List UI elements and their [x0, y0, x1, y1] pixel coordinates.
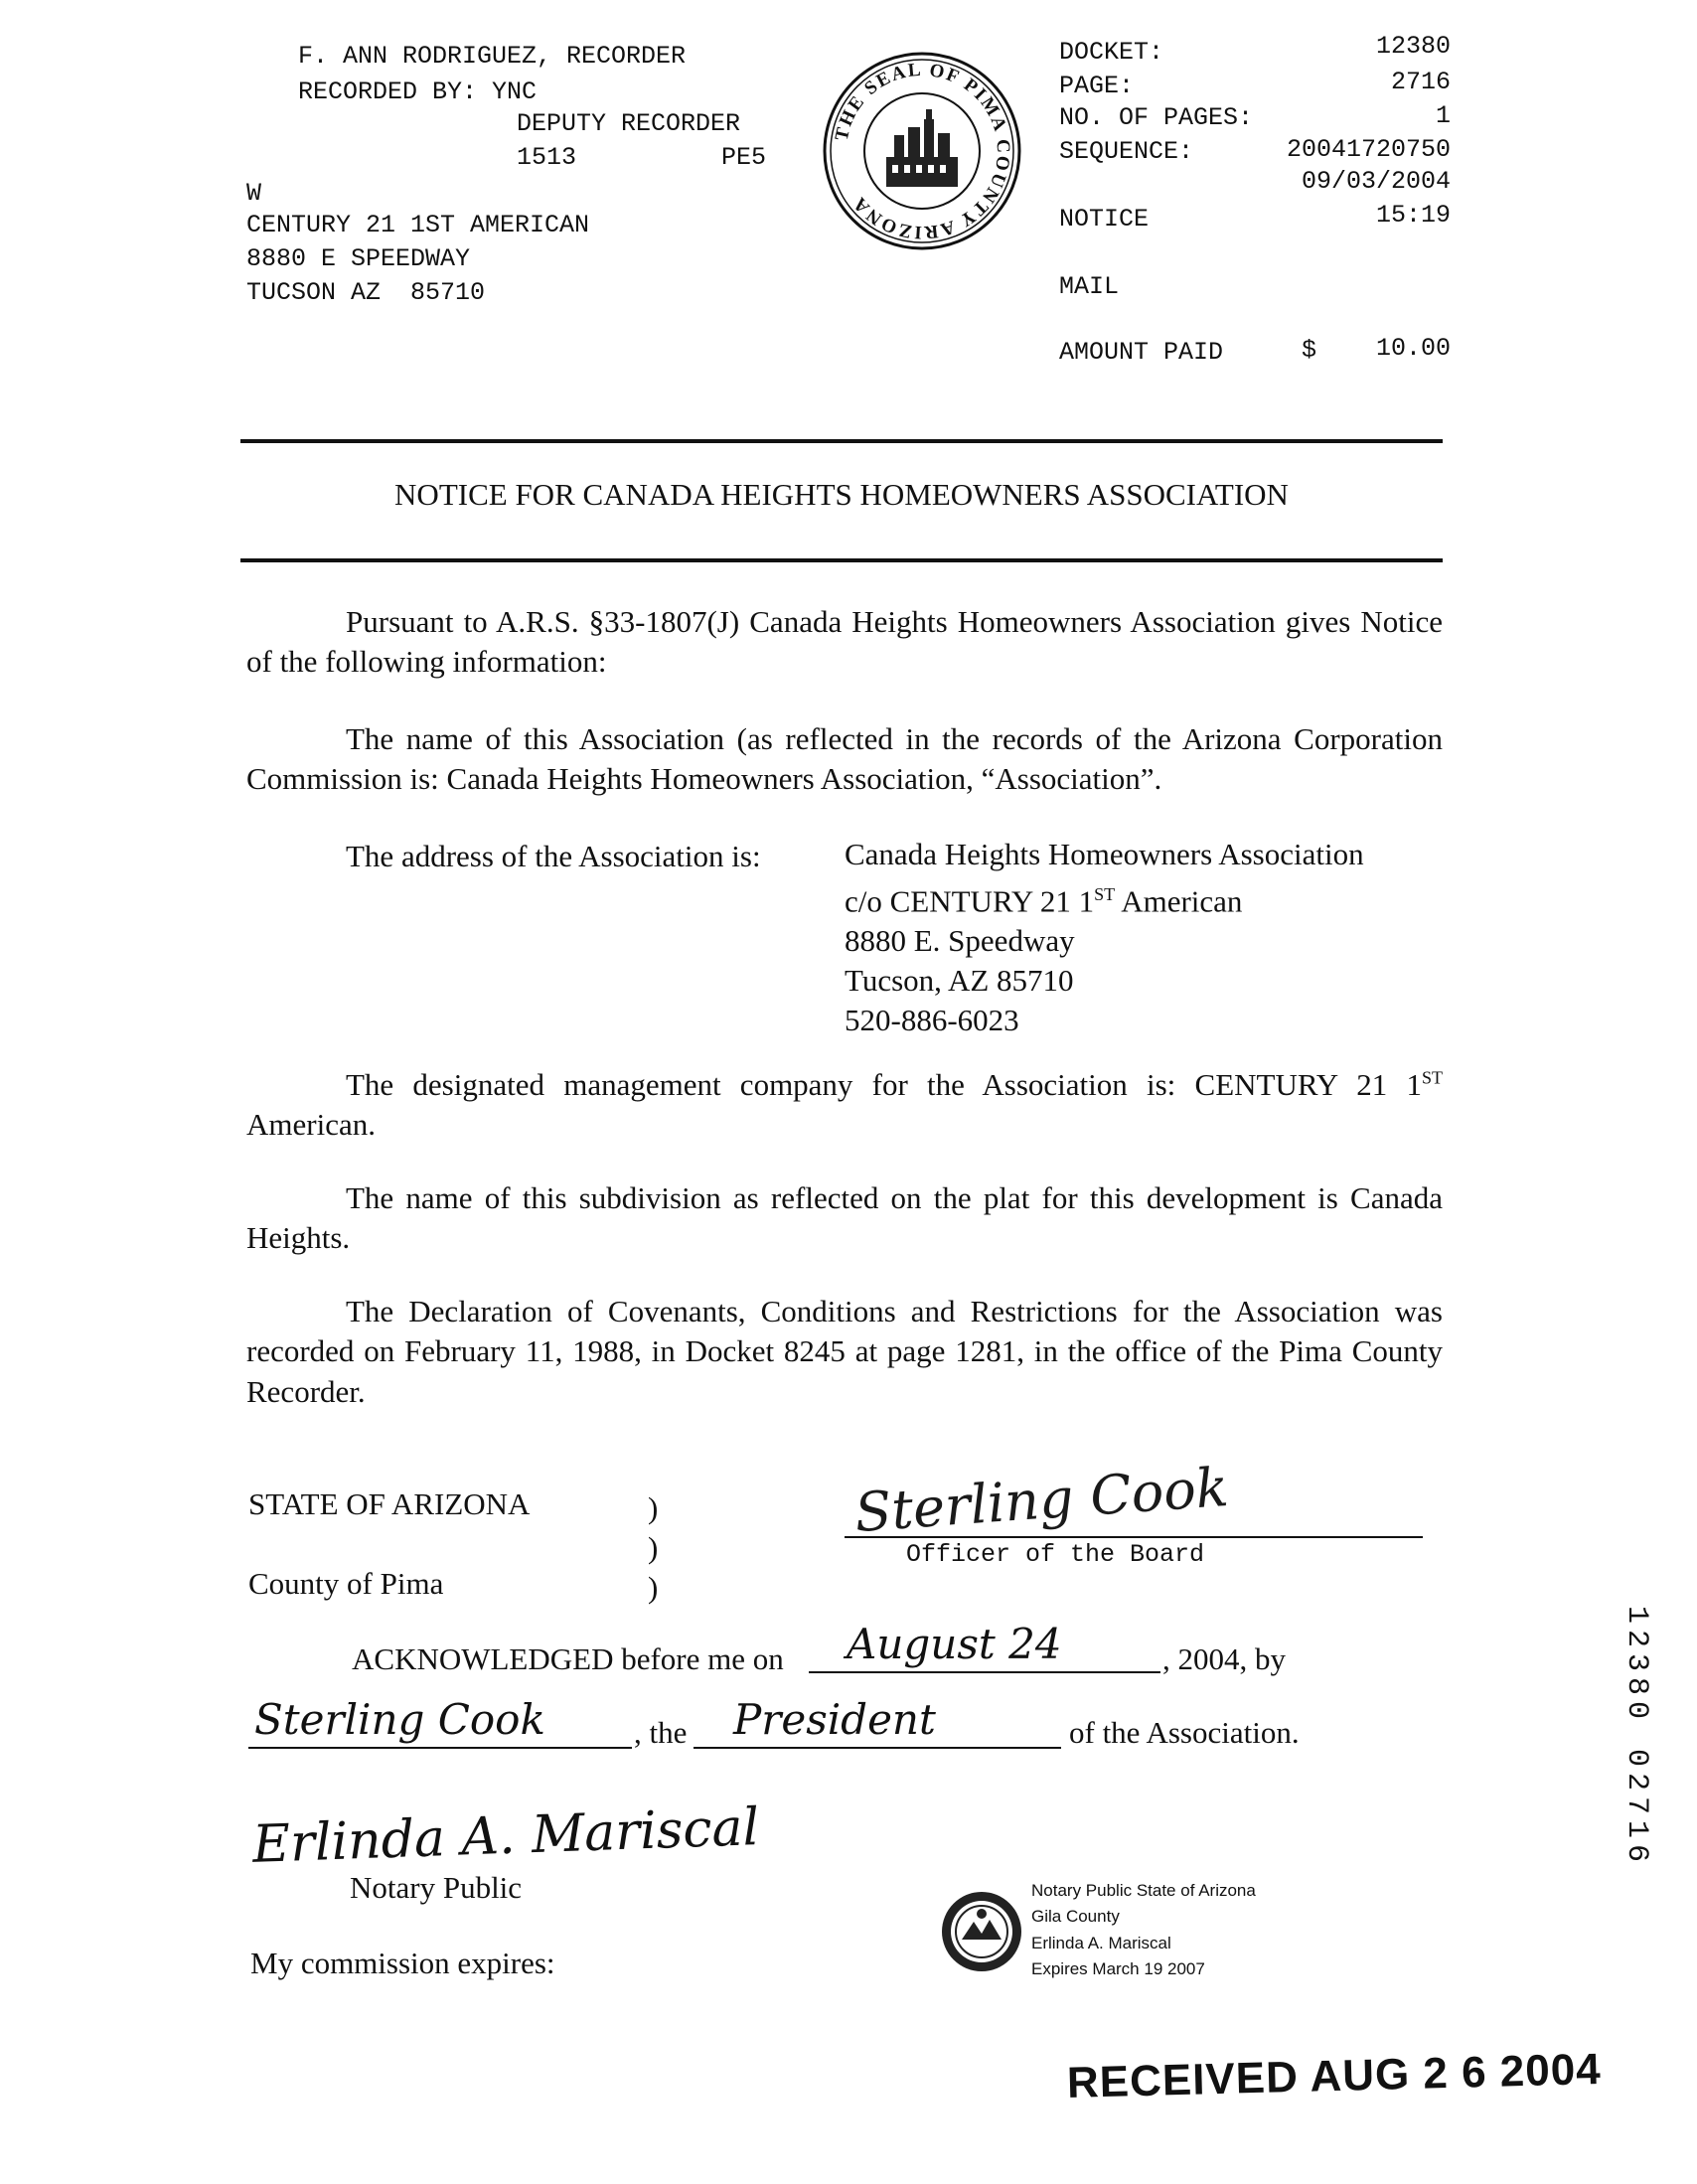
signer-name-line [248, 1747, 632, 1749]
docket-label: DOCKET: [1059, 38, 1164, 67]
venue-paren-3: ) [648, 1570, 659, 1605]
officer-signature-line [845, 1536, 1423, 1538]
mail-label: MAIL [1059, 272, 1120, 301]
amount-currency: $ [1302, 336, 1317, 365]
venue-paren-2: ) [648, 1530, 659, 1565]
return-w: W [246, 179, 262, 208]
pages-value: 1 [1435, 101, 1451, 130]
deputy-recorder: DEPUTY RECORDER [517, 109, 741, 138]
record-date: 09/03/2004 [1301, 167, 1451, 196]
title-rule-top [240, 439, 1443, 443]
pima-county-seal [821, 50, 1023, 252]
notary-seal-line3: Erlinda A. Mariscal [1031, 1933, 1171, 1952]
commission-expires: My commission expires: [250, 1946, 555, 1980]
association-address [845, 835, 1364, 1040]
notary-seal-text [1031, 1878, 1256, 1982]
signer-name: Sterling Cook [254, 1695, 545, 1744]
svg-text:THE SEAL OF PIMA COUNTY ARIZON: THE SEAL OF PIMA COUNTY ARIZONA [831, 59, 1014, 243]
received-stamp: RECEIVED AUG 2 6 2004 [1066, 2044, 1603, 2107]
amount-label: AMOUNT PAID [1059, 338, 1224, 367]
document-title: NOTICE FOR CANADA HEIGHTS HOMEOWNERS ASSOCIATION [394, 477, 1289, 512]
recorded-by: RECORDED BY: YNC [298, 78, 538, 106]
pages-label: NO. OF PAGES: [1059, 103, 1254, 132]
notary-seal-emblem [940, 1890, 1023, 1973]
amount-value: 10.00 [1375, 334, 1451, 363]
page-label: PAGE: [1059, 72, 1135, 100]
acknowledged-date: August 24 [847, 1620, 1062, 1668]
venue-paren-1: ) [648, 1490, 659, 1525]
title-rule-bottom [240, 558, 1443, 562]
notice-label: NOTICE [1059, 205, 1150, 234]
signer-title-line [694, 1747, 1061, 1749]
sequence-value: 20041720750 [1286, 135, 1451, 164]
acknowledged-text: ACKNOWLEDGED before me on [352, 1641, 784, 1676]
sequence-label: SEQUENCE: [1059, 137, 1194, 166]
docket-value: 12380 [1375, 32, 1451, 61]
address-line1: Canada Heights Homeowners Association [845, 837, 1364, 871]
notary-signature: Erlinda A. Mariscal [251, 1797, 761, 1875]
acknowledged-year: , 2004, by [1162, 1641, 1286, 1676]
officer-label: Officer of the Board [906, 1540, 1205, 1569]
paragraph-association-name: The name of this Association (as reflected in the records of the Arizona Corporation Commission is: Canada Heights Homeowners Association, “Association”. [246, 721, 1443, 797]
address-line4: Tucson, AZ 85710 [845, 963, 1074, 999]
venue-county: County of Pima [248, 1566, 444, 1601]
paragraph-pursuant: Pursuant to A.R.S. §33-1807(J) Canada Heights Homeowners Association gives Notice of the following information: [246, 604, 1443, 680]
address-line2: c/o CENTURY 21 1ST American [845, 883, 1243, 919]
paragraph-management-company: The designated management company for the Association is: CENTURY 21 1ST American. [246, 1067, 1443, 1143]
the-text: , the [634, 1715, 688, 1750]
return-address-line1: CENTURY 21 1ST AMERICAN [246, 211, 590, 239]
ack-date-line [809, 1671, 1160, 1673]
notary-public-label: Notary Public [350, 1870, 523, 1905]
return-address-line2: 8880 E SPEEDWAY [246, 244, 471, 273]
address-line3: 8880 E. Speedway [845, 923, 1075, 959]
of-association-text: of the Association. [1069, 1715, 1300, 1750]
venue-state: STATE OF ARIZONA [248, 1486, 531, 1521]
officer-signature: Sterling Cook [852, 1455, 1231, 1545]
recorder-name: F. ANN RODRIGUEZ, RECORDER [298, 42, 687, 71]
recorder-code-right: PE5 [721, 143, 767, 172]
notary-seal-line2: Gila County [1031, 1907, 1120, 1927]
seal-emblem-icon [821, 50, 1023, 252]
arizona-seal-icon [940, 1890, 1023, 1973]
address-phone: 520-886-6023 [845, 1003, 1019, 1038]
notary-seal-line1: Notary Public State of Arizona [1031, 1881, 1256, 1900]
address-label: The address of the Association is: [346, 839, 761, 873]
paragraph-declaration: The Declaration of Covenants, Conditions and Restrictions for the Association was recorded on February 11, 1988, in Docket 8245 at page 1281, in the office of the Pima County Recorder. [246, 1294, 1443, 1409]
page-value: 2716 [1390, 68, 1451, 96]
return-address-line3: TUCSON AZ 85710 [246, 278, 486, 307]
margin-docket-number: 12380 02716 [1620, 1606, 1653, 1869]
signer-title: President [733, 1695, 936, 1744]
recorder-code-left: 1513 [517, 143, 577, 172]
record-time: 15:19 [1375, 201, 1451, 230]
notary-seal-line4: Expires March 19 2007 [1031, 1959, 1205, 1979]
paragraph-subdivision: The name of this subdivision as reflected on the plat for this development is Canada Heights. [246, 1180, 1443, 1256]
